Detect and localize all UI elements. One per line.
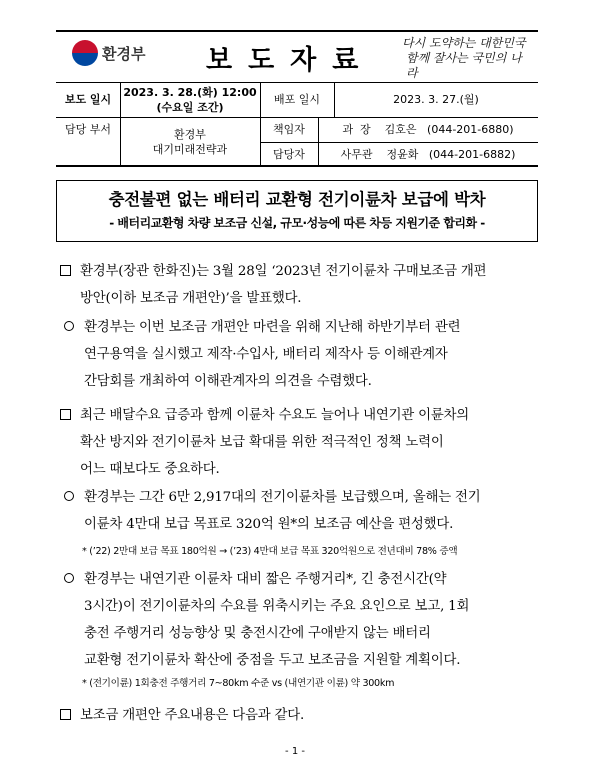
ministry-logo-icon (72, 40, 98, 66)
distribution-date-value: 2023. 3. 27.(월) (393, 93, 479, 106)
manager-label: 책임자 (273, 123, 305, 136)
paragraph-6: 보조금 개편안 주요내용은 다음과 같다. (60, 702, 304, 729)
distribution-date-label: 배포 일시 (273, 93, 320, 106)
headline: 충전불편 없는 배터리 교환형 전기이륜차 보급에 박차 (108, 190, 486, 209)
department-value: 환경부 대기미래전략과 (152, 128, 228, 156)
paragraph-5: 환경부는 내연기관 이륜차 대비 짧은 주행거리*, 긴 충전시간(약 3시간)이 전기이륜차의 수요를 위축시키는 주요 요인으로 보고, 1회 충전 주행거리 성능향상 및 충전시간에 구애받지 않는 배터리 교환형 전기이륜차 확산에 중점을 두고 보조금을 지원할 계획이다. (64, 566, 469, 674)
circle-bullet-icon (64, 491, 74, 501)
square-bullet-icon (60, 709, 71, 720)
paragraph-2: 환경부는 이번 보조금 개편안 마련을 위해 지난해 하반기부터 관련 연구용역을 실시했고 제작·수입사, 배터리 제작사 등 이해관계자 간담회를 개최하여 이해관계자의 의견을 수렴했다. (64, 314, 460, 395)
page-number: - 1 - (285, 746, 305, 757)
government-slogan: 다시 도약하는 대한민국 함께 잘사는 국민의 나라 (402, 36, 526, 80)
circle-bullet-icon (64, 321, 74, 331)
manager-contact: 과 장 김호은 (044-201-6880) (342, 123, 514, 136)
footnote-2: * (전기이륜) 1회충전 주행거리 7~80km 수준 vs (내연기관 이륜) 약 300km (82, 678, 395, 689)
circle-bullet-icon (64, 573, 74, 583)
document-title: 보도자료 (206, 45, 375, 76)
paragraph-1: 환경부(장관 한화진)는 3월 28일 ‘2023년 전기이륜차 구매보조금 개편 방안(이하 보조금 개편안)’을 발표했다. (60, 258, 486, 312)
ministry-name: 환경부 (102, 45, 146, 63)
release-date-label: 보도 일시 (64, 93, 112, 106)
staff-label: 담당자 (273, 148, 305, 161)
department-label: 담당 부서 (64, 123, 111, 136)
footnote-1: * (’22) 2만대 보급 목표 180억원 → (’23) 4만대 보급 목표 320억원으로 전년대비 78% 증액 (82, 546, 458, 557)
subheadline: - 배터리교환형 차량 보조금 신설, 규모·성능에 따른 차등 지원기준 합리화 - (109, 216, 485, 230)
paragraph-3: 최근 배달수요 급증과 함께 이륜차 수요도 늘어나 내연기관 이륜차의 확산 방지와 전기이륜차 보급 확대를 위한 적극적인 정책 노력이 어느 때보다도 중요하다. (60, 402, 469, 483)
release-date-value: 2023. 3. 28.(화) 12:00 (수요일 조간) (123, 85, 257, 114)
paragraph-4: 환경부는 그간 6만 2,917대의 전기이륜차를 보급했으며, 올해는 전기 이륜차 4만대 보급 목표로 320억 원*의 보조금 예산을 편성했다. (64, 484, 481, 538)
square-bullet-icon (60, 265, 71, 276)
staff-contact: 사무관 정윤화 (044-201-6882) (340, 148, 516, 161)
square-bullet-icon (60, 409, 71, 420)
